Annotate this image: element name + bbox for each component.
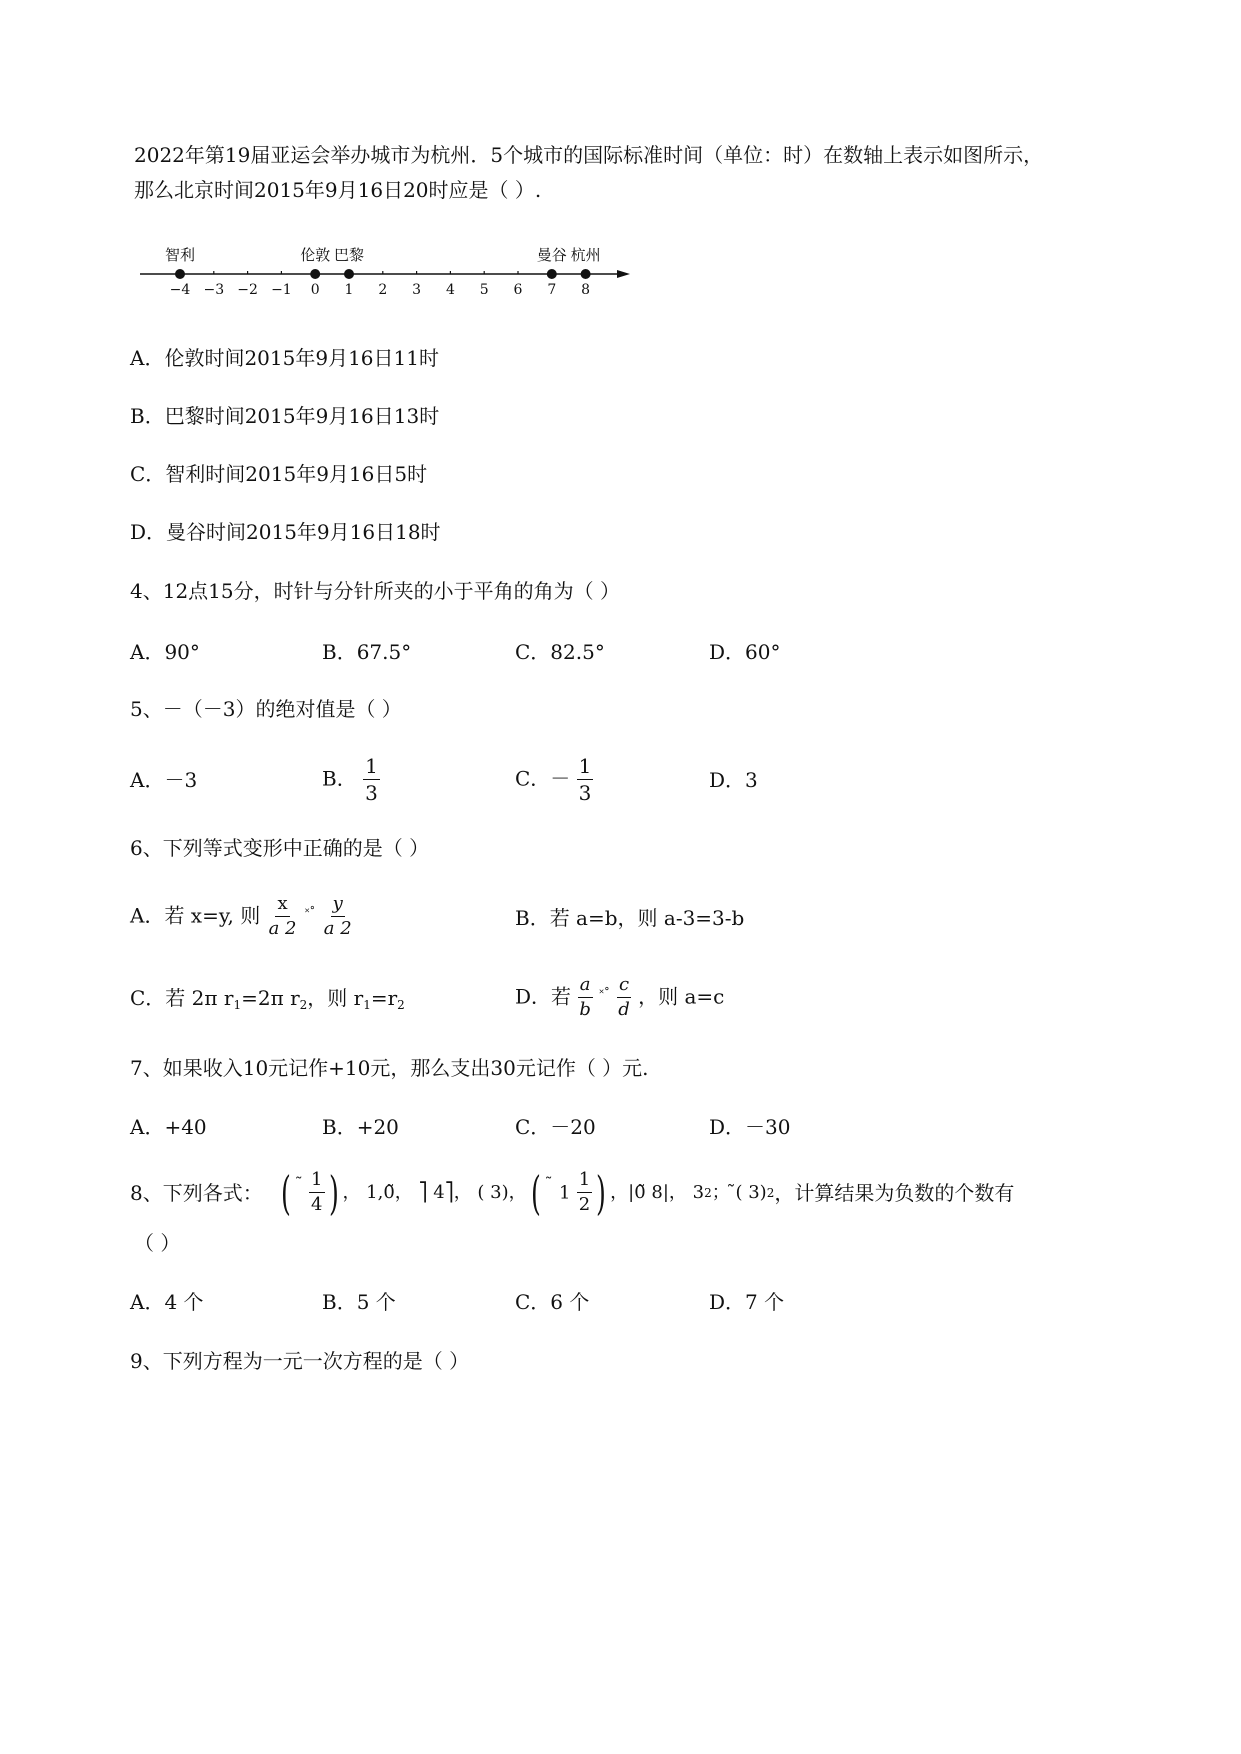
tick-label: 2 — [378, 282, 388, 298]
q5-option-b-label: B． — [322, 766, 357, 791]
subscript: 2 — [299, 998, 308, 1012]
fraction-denominator: a 2 — [268, 917, 297, 939]
superscript: 2 — [704, 1186, 712, 1200]
city-point — [581, 269, 591, 279]
q6-option-d-label: D．若 — [515, 984, 572, 1009]
intro-line-1: 2022年第19届亚运会举办城市为杭州．5个城市的国际标准时间（单位：时）在数轴上表示如图所示， — [134, 143, 1044, 167]
city-label: 曼谷 — [536, 246, 567, 264]
q8-option-d: D．7 个 — [709, 1290, 785, 1314]
fraction-numerator: a — [578, 976, 593, 998]
q6-option-d-suffix: ，则 a=c — [638, 984, 725, 1009]
q7-option-b: B．+20 — [322, 1115, 399, 1139]
fraction-numerator: c — [617, 976, 631, 998]
q7-stem: 7、如果收入10元记作+10元，那么支出30元记作（ ）元. — [130, 1056, 649, 1080]
fraction-numerator: 1 — [365, 754, 378, 778]
fraction-denominator: b — [579, 998, 591, 1020]
fraction-numerator: x — [275, 895, 289, 917]
subscript: 1 — [363, 998, 371, 1012]
subscript: 2 — [397, 998, 405, 1012]
tick-label: 4 — [445, 282, 455, 298]
city-label: 杭州 — [570, 246, 601, 264]
q5-stem: 5、－（－3）的绝对值是（ ） — [130, 697, 402, 721]
q9-stem: 9、下列方程为一元一次方程的是（ ） — [130, 1349, 470, 1373]
q6-option-a-label: A．若 x=y, 则 — [130, 903, 261, 928]
minus-sign: ˜ — [294, 1173, 303, 1193]
superscript: 2 — [766, 1186, 775, 1200]
q6-option-c-part-4: =r — [370, 986, 398, 1010]
q8-mid-3: ； ̃( 3) — [711, 1182, 767, 1203]
fraction-numerator: 1 — [309, 1171, 324, 1193]
q7-option-c: C．－20 — [515, 1115, 596, 1139]
tick-label: 7 — [547, 282, 557, 298]
q8-answer-paren: （ ） — [134, 1231, 181, 1255]
fraction-denominator: a 2 — [323, 917, 352, 939]
q3-option-b: B．巴黎时间2015年9月16日13时 — [130, 404, 440, 428]
tick-label: 5 — [479, 282, 489, 298]
q3-option-a: A．伦敦时间2015年9月16日11时 — [130, 346, 439, 370]
q5-option-c — [515, 756, 593, 804]
q8-stem — [130, 1166, 1015, 1220]
tick-label: 6 — [513, 282, 523, 298]
q8-prefix: 8、下列各式： — [130, 1181, 263, 1205]
city-label: 伦敦 — [300, 246, 331, 264]
tick-label: 1 — [344, 282, 354, 298]
fraction-denominator: 3 — [578, 781, 592, 805]
fraction-denominator: 4 — [311, 1194, 323, 1215]
q6-option-a-fraction-2 — [322, 895, 354, 939]
q8-option-c: C．6 个 — [515, 1290, 590, 1314]
q6-option-d-garbled-symbol: ˟˚ — [599, 986, 610, 1001]
q6-option-c — [130, 988, 405, 1011]
left-paren-icon: ( — [280, 1166, 291, 1220]
q4-option-a: A．90° — [130, 640, 200, 664]
q6-option-d-fraction-2 — [616, 976, 632, 1020]
city-label: 巴黎 — [333, 246, 365, 264]
q3-option-d: D．曼谷时间2015年9月16日18时 — [130, 520, 441, 544]
fraction-numerator: 1 — [577, 1171, 592, 1193]
tick-label: −3 — [203, 282, 225, 298]
tick-label: −2 — [237, 282, 258, 298]
fraction-numerator: 1 — [578, 754, 592, 778]
q5-option-c-label: C．－ — [515, 766, 571, 791]
number-line-figure — [135, 240, 655, 310]
q5-option-b-fraction — [363, 756, 380, 804]
axis-arrow-icon — [617, 270, 630, 278]
q6-option-c-part-1: C．若 2π r — [130, 986, 234, 1010]
left-paren-icon: ( — [530, 1166, 541, 1220]
city-point — [547, 269, 557, 279]
minus-sign: ˜ — [544, 1173, 553, 1193]
q6-option-c-part-2: =2π r — [241, 986, 300, 1010]
q6-option-a — [130, 895, 354, 939]
q8-mid-2: ，|0̃ 8|， 3 — [610, 1182, 705, 1203]
q5-option-c-fraction — [577, 756, 594, 804]
city-point — [344, 269, 354, 279]
q4-option-c: C．82.5° — [515, 640, 605, 664]
tick-label: 8 — [581, 282, 591, 298]
q8-fraction-2 — [577, 1171, 592, 1215]
q8-expr-1 — [277, 1166, 343, 1220]
tick-label: −4 — [169, 282, 191, 298]
q6-option-a-garbled-symbol: ˟˚ — [304, 905, 316, 920]
q6-stem: 6、下列等式变形中正确的是（ ） — [130, 836, 430, 860]
tick-label: −1 — [271, 282, 292, 298]
q8-option-a: A．4 个 — [130, 1290, 204, 1314]
q4-stem: 4、12点15分，时针与分针所夹的小于平角的角为（ ） — [130, 579, 620, 603]
subscript: 1 — [233, 998, 242, 1012]
q8-option-b: B．5 个 — [322, 1290, 396, 1314]
fraction-denominator: d — [618, 998, 630, 1020]
q4-option-b: B．67.5° — [322, 640, 412, 664]
q6-option-c-part-3: ，则 r — [307, 986, 364, 1010]
city-point — [310, 269, 320, 279]
fraction-denominator: 3 — [365, 781, 378, 805]
q8-suffix: ，计算结果为负数的个数有 — [774, 1181, 1015, 1205]
q8-fraction-1 — [309, 1171, 324, 1215]
fraction-numerator: y — [331, 895, 345, 917]
q6-option-d-fraction-1 — [577, 976, 593, 1020]
q6-option-d — [515, 976, 724, 1020]
tick-label: 3 — [412, 282, 422, 298]
tick-label: 0 — [310, 282, 320, 298]
q6-option-b: B．若 a=b，则 a-3=3-b — [515, 906, 745, 930]
city-point — [175, 269, 185, 279]
q8-mid-1: ， 1,0̃， ⎤ 4⎤， ( 3)， — [342, 1182, 527, 1203]
city-label: 智利 — [164, 246, 196, 264]
q8-expr-2 — [527, 1166, 611, 1220]
q7-option-a: A．+40 — [130, 1115, 207, 1139]
q5-option-b — [322, 756, 380, 804]
right-paren-icon: ) — [328, 1166, 339, 1220]
right-paren-icon: ) — [596, 1166, 607, 1220]
intro-line-2: 那么北京时间2015年9月16日20时应是（ ）. — [134, 178, 542, 202]
q7-option-d: D．－30 — [709, 1115, 791, 1139]
q6-option-a-fraction-1 — [267, 895, 299, 939]
q8-mixed-whole: 1 — [558, 1182, 571, 1204]
q3-option-c: C．智利时间2015年9月16日5时 — [130, 462, 428, 486]
q5-option-a: A．－3 — [130, 768, 198, 792]
q5-option-d: D．3 — [709, 768, 758, 792]
fraction-denominator: 2 — [578, 1194, 591, 1215]
q4-option-d: D．60° — [709, 640, 781, 664]
